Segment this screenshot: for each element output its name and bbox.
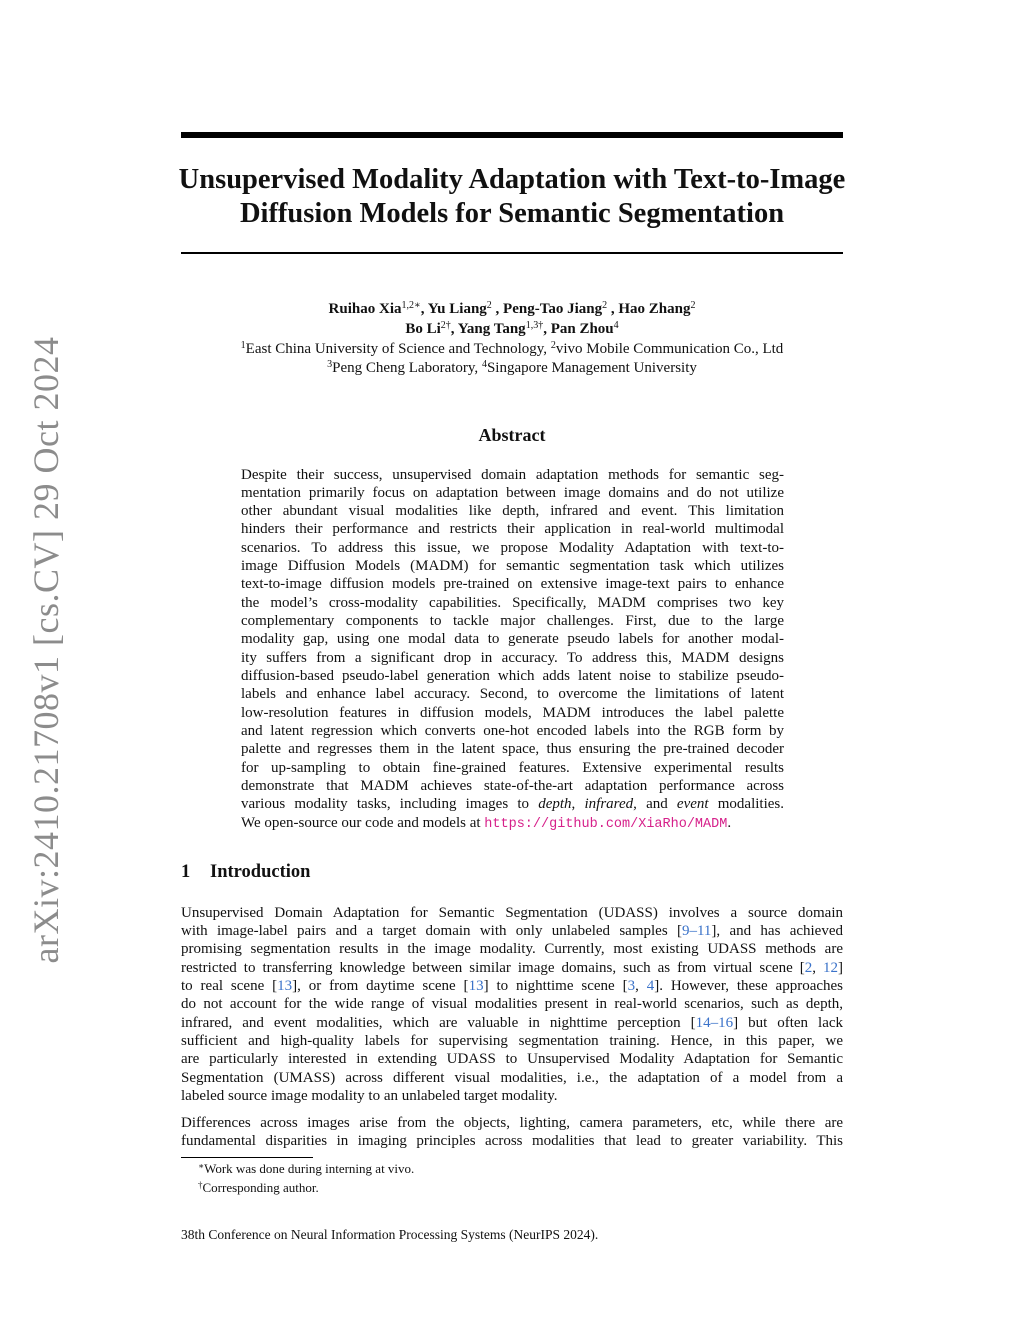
abstract-text: , and <box>633 796 677 812</box>
intro-line: Unsupervised Domain Adaptation for Semantic Segmentation (UDASS) involves a source domain <box>181 905 843 921</box>
citation-link[interactable]: 12 <box>823 960 839 976</box>
footnote-text: Work was done during interning at vivo. <box>204 1161 415 1176</box>
affil-mark: 4 <box>481 359 487 370</box>
author-affil-mark: 2 <box>486 300 492 311</box>
author-name: , Hao Zhang <box>607 301 691 317</box>
affiliation-line-2 <box>100 359 924 378</box>
emphasis: event <box>676 796 709 812</box>
title-line-1: Unsupervised Modality Adaptation with Text-to-Image <box>178 164 846 195</box>
citation-link[interactable]: 16 <box>718 1015 734 1031</box>
text: infrared, and event modalities, which are valuable in nighttime perception [ <box>181 1015 696 1031</box>
abstract-line: Despite their success, unsupervised domain adaptation methods for semantic seg- <box>241 467 784 483</box>
author-name: , Pan Zhou <box>543 321 614 337</box>
citation-link[interactable]: 14 <box>695 1015 711 1031</box>
abstract-line <box>241 814 784 834</box>
github-link[interactable]: https://github.com/XiaRho/MADM <box>484 817 728 832</box>
abstract-line: labels and enhance label accuracy. Second, to overcome the limitations of latent <box>241 686 784 702</box>
abstract-line: mentation primarily focus on adaptation between image domains and do not utilize <box>241 485 784 501</box>
text: with image-label pairs and a target domain with only unlabeled samples [ <box>181 923 682 939</box>
author-affil-mark: 2 <box>690 300 696 311</box>
citation-link[interactable]: 13 <box>468 978 484 994</box>
citation-link[interactable]: 11 <box>696 923 712 939</box>
abstract-text: various modality tasks, including images to <box>241 796 539 812</box>
text: , <box>635 978 647 994</box>
abstract-text: We open-source our code and models at <box>241 815 485 831</box>
intro-line: Segmentation (UMASS) across different visual modalities, i.e., the adaptation of a model from a <box>181 1070 843 1086</box>
author-affil-mark: 2† <box>440 320 451 331</box>
affiliation: East China University of Science and Technology, <box>245 341 551 357</box>
citation-dash: – <box>710 1015 719 1031</box>
footnote-1 <box>198 1161 414 1177</box>
text: ]. However, these approaches <box>654 978 844 994</box>
text: ] <box>838 960 844 976</box>
abstract-line: complementary components to tackle major challenges. First, due to the large <box>241 613 784 629</box>
section-title: Introduction <box>210 862 311 882</box>
author-name: , Yang Tang <box>450 321 526 337</box>
footnote-text: Corresponding author. <box>202 1180 319 1195</box>
abstract-text: . <box>727 815 732 831</box>
abstract-line: low-resolution features in diffusion models, MADM introduces the label palette <box>241 705 784 721</box>
text: to real scene [ <box>181 978 278 994</box>
footnote-mark: ∗ <box>198 1161 205 1171</box>
emphasis: depth <box>538 796 572 812</box>
author-line-2 <box>100 320 924 339</box>
abstract-line: palette and regresses them in the latent space, thus ensuring the pre-trained decoder <box>241 741 784 757</box>
abstract-line: scenarios. To address this issue, we propose Modality Adaptation with text-to- <box>241 540 784 556</box>
abstract-line: ity suffers from a significant drop in accuracy. To address this, MADM designs <box>241 650 784 666</box>
citation-link[interactable]: 9 <box>681 923 690 939</box>
author-affil-mark: 4 <box>613 320 619 331</box>
section-heading-introduction <box>181 862 310 883</box>
text: , <box>812 960 824 976</box>
footnote-rule <box>181 1157 313 1158</box>
author-name: , Yu Liang <box>420 301 487 317</box>
abstract-line: and latent regression which converts one-hot encoded labels into the RGB form by <box>241 723 784 739</box>
author-name: , Peng-Tao Jiang <box>491 301 603 317</box>
abstract-line: diffusion-based pseudo-label generation which adds latent noise to stabilize pseudo- <box>241 668 784 684</box>
text: ], and has achieved <box>711 923 843 939</box>
abstract-line: other abundant visual modalities like depth, infrared and event. This limitation <box>241 503 784 519</box>
intro-line: fundamental disparities in imaging principles across modalities that lead to greater variability. This <box>181 1133 843 1149</box>
author-line-1 <box>100 300 924 319</box>
section-number: 1 <box>181 862 191 882</box>
intro-line <box>181 1014 843 1032</box>
intro-line: are particularly interested in extending UDASS to Unsupervised Modality Adaptation for Semantic <box>181 1051 843 1067</box>
abstract-line: image Diffusion Models (MADM) for semantic segmentation task which utilizes <box>241 558 784 574</box>
footnote-mark: † <box>198 1180 203 1190</box>
intro-line: Differences across images arise from the objects, lighting, camera parameters, etc, while there are <box>181 1115 843 1131</box>
intro-line: labeled source image modality to an unlabeled target modality. <box>181 1088 558 1104</box>
title-line-2: Diffusion Models for Semantic Segmentation <box>239 198 785 229</box>
title-rule-bottom <box>181 252 843 254</box>
paper-title <box>160 163 864 231</box>
author-name: Ruihao Xia <box>328 301 402 317</box>
abstract-line <box>241 795 784 813</box>
citation-link[interactable]: 13 <box>277 978 293 994</box>
text: ], or from daytime scene [ <box>292 978 469 994</box>
author-affil-mark: 2 <box>602 300 608 311</box>
affiliation: Peng Cheng Laboratory, <box>332 360 482 376</box>
title-rule-top <box>181 132 843 138</box>
citation-link[interactable]: 4 <box>646 978 655 994</box>
abstract-line: modality gap, using one modal data to generate pseudo labels for another modal- <box>241 631 784 647</box>
abstract-text: modalities. <box>708 796 784 812</box>
venue-note: 38th Conference on Neural Information Processing Systems (NeurIPS 2024). <box>181 1227 599 1242</box>
intro-line: do not account for the wide range of visual modalities present in real-world scenarios, such as depth, <box>181 996 843 1012</box>
abstract-line: for up-sampling to obtain fine-grained features. Extensive experimental results <box>241 760 784 776</box>
emphasis: infrared <box>584 796 634 812</box>
text: ] to nighttime scene [ <box>483 978 628 994</box>
abstract-line: text-to-image diffusion models pre-trained on extensive image-text pairs to enhance <box>241 576 784 592</box>
citation-link[interactable]: 3 <box>627 978 636 994</box>
intro-line: promising segmentation results in the image modality. Currently, most existing UDASS methods are <box>181 941 843 957</box>
affiliation: vivo Mobile Communication Co., Ltd <box>555 341 784 357</box>
author-affil-mark: 1,2∗ <box>401 300 421 311</box>
affiliation: Singapore Management University <box>486 360 697 376</box>
footnote-2 <box>198 1180 319 1196</box>
author-name: Bo Li <box>405 321 441 337</box>
text: ] but often lack <box>733 1015 844 1031</box>
citation-dash: – <box>689 923 697 939</box>
intro-line: sufficient and high-quality labels for supervising segmentation training. Hence, in this paper, we <box>181 1033 843 1049</box>
affil-mark: 2 <box>550 340 556 351</box>
citation-link[interactable]: 2 <box>804 960 813 976</box>
abstract-line: the model’s cross-modality capabilities. Specifically, MADM comprises two key <box>241 595 784 611</box>
text: restricted to transferring knowledge between similar image domains, such as from virtual scene [ <box>181 960 805 976</box>
intro-line <box>181 977 843 995</box>
intro-line <box>181 959 843 977</box>
arxiv-id: arXiv:2410.21708v1 [cs.CV] 29 Oct 2024 <box>26 336 66 964</box>
intro-line <box>181 922 843 940</box>
affil-mark: 3 <box>327 359 333 370</box>
abstract-line: demonstrate that MADM achieves state-of-the-art adaptation performance across <box>241 778 784 794</box>
affiliation-line-1 <box>100 340 924 359</box>
abstract-line: hinders their performance and restricts their application in real-world multimodal <box>241 521 784 537</box>
abstract-heading: Abstract <box>478 425 546 445</box>
affil-mark: 1 <box>240 340 246 351</box>
author-affil-mark: 1,3† <box>525 320 544 331</box>
abstract-text: , <box>571 796 585 812</box>
